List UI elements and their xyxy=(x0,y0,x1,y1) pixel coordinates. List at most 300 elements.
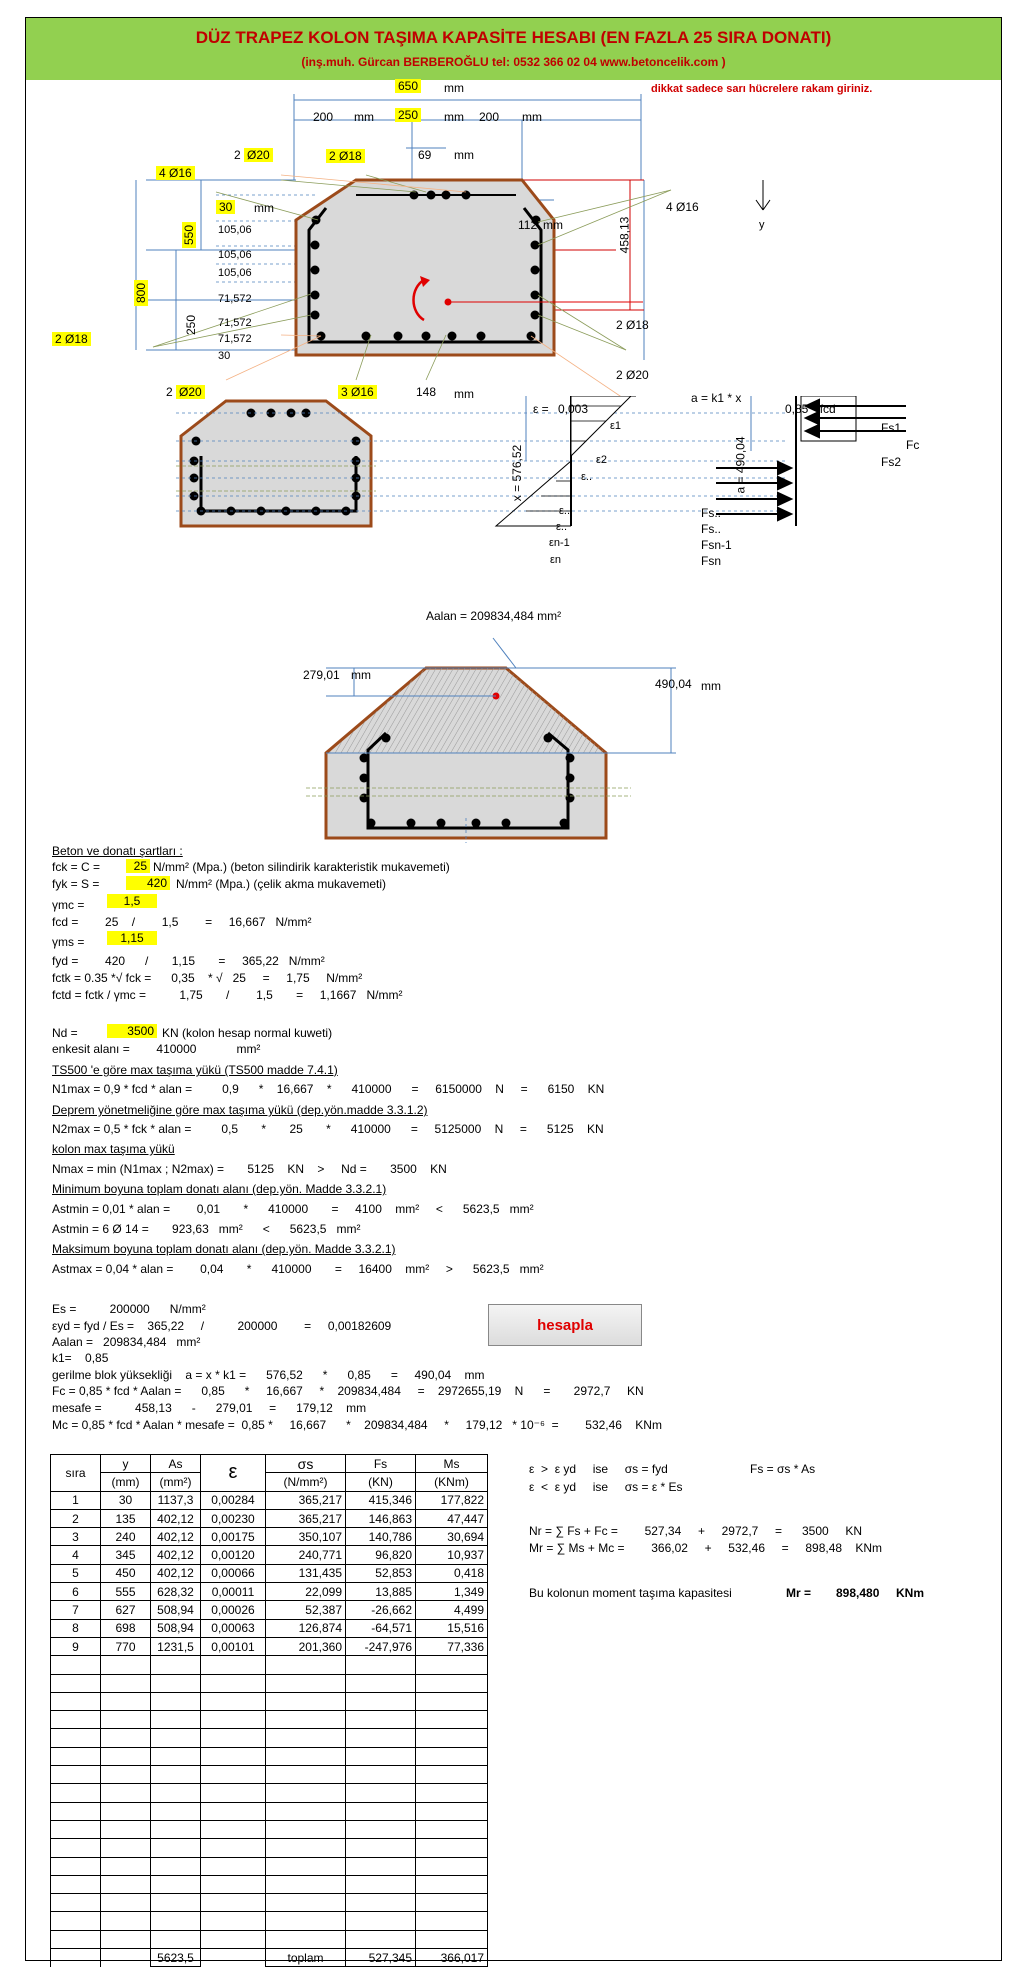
table-cell xyxy=(266,1930,346,1948)
fctk-line: fctk = 0.35 *√ fck = 0,35 * √ 25 = 1,75 N/mm² xyxy=(52,971,363,985)
bar-4o16-right-label: 4 Ø16 xyxy=(666,200,699,214)
x-label: x = xyxy=(510,484,525,502)
table-cell xyxy=(346,1857,416,1875)
nd-cell[interactable]: 3500 xyxy=(107,1024,157,1038)
table-cell: 415,346 xyxy=(346,1491,416,1509)
table-cell xyxy=(266,1839,346,1857)
mr-unit: KNm xyxy=(896,1586,925,1600)
gms-cell[interactable]: 1,15 xyxy=(107,931,157,945)
table-cell: 450 xyxy=(101,1564,151,1582)
table-total-row xyxy=(51,1949,488,1967)
table-cell xyxy=(101,1692,151,1710)
table-cell: 240 xyxy=(101,1528,151,1546)
table-cell: 15,516 xyxy=(416,1619,488,1637)
table-cell: 508,94 xyxy=(151,1601,201,1619)
table-cell xyxy=(266,1747,346,1765)
table-cell xyxy=(151,1839,201,1857)
table-row xyxy=(51,1711,488,1729)
table-cell xyxy=(151,1674,201,1692)
table-cell: 1,349 xyxy=(416,1583,488,1601)
compression-area-figure xyxy=(26,618,1001,848)
table-cell xyxy=(51,1857,101,1875)
table-cell xyxy=(346,1729,416,1747)
table-cell xyxy=(346,1912,416,1930)
bar-2o18-top-cell[interactable]: 2 Ø18 xyxy=(326,149,365,163)
table-cell: 6 xyxy=(51,1583,101,1601)
force-label: Fs2 xyxy=(881,455,902,469)
table-cell xyxy=(51,1729,101,1747)
table-cell xyxy=(201,1894,266,1912)
table-cell: 7 xyxy=(51,1601,101,1619)
table-cell xyxy=(51,1912,101,1930)
table-cell xyxy=(151,1784,201,1802)
fctd-line: fctd = fctk / γmc = 1,75 / 1,5 = 1,1667 N/mm² xyxy=(52,988,403,1002)
h-800-cell[interactable]: 800 xyxy=(134,280,148,306)
table-cell xyxy=(151,1894,201,1912)
table-cell xyxy=(266,1784,346,1802)
table-cell xyxy=(201,1656,266,1674)
spacing-label: 71,572 xyxy=(218,333,252,345)
table-cell: 140,786 xyxy=(346,1528,416,1546)
table-cell xyxy=(266,1875,346,1893)
table-cell: 22,099 xyxy=(266,1583,346,1601)
bar-cell[interactable]: Ø20 xyxy=(176,385,205,399)
dim-112-label: 112 xyxy=(518,218,538,232)
table-cell xyxy=(266,1802,346,1820)
d-left-label: 279,01 xyxy=(303,668,340,682)
fck-label: fck = C = xyxy=(52,860,101,874)
table-cell: 10,937 xyxy=(416,1546,488,1564)
eps-row: ε.. xyxy=(556,521,568,533)
gms-label: γms = xyxy=(52,935,85,949)
unit-cell: (mm²) xyxy=(151,1473,201,1491)
table-cell xyxy=(346,1711,416,1729)
y-axis-label: y xyxy=(759,219,765,231)
table-cell: 402,12 xyxy=(151,1528,201,1546)
table-cell xyxy=(416,1711,488,1729)
spacing-label: 71,572 xyxy=(218,293,252,305)
total-cell: toplam xyxy=(266,1949,346,1967)
col-sigma: σs xyxy=(266,1455,346,1473)
table-row xyxy=(51,1509,488,1527)
rule1b: Fs = σs * As xyxy=(750,1462,816,1476)
bar-3o16-bot-cell[interactable]: 3 Ø16 xyxy=(338,385,377,399)
table-cell xyxy=(266,1894,346,1912)
table-cell: 365,217 xyxy=(266,1491,346,1509)
bar-cell[interactable]: Ø20 xyxy=(244,148,273,162)
table-cell xyxy=(416,1820,488,1838)
table-cell xyxy=(266,1674,346,1692)
force-label: Fs.. xyxy=(701,522,721,536)
table-cell xyxy=(416,1656,488,1674)
table-row xyxy=(51,1747,488,1765)
table-cell xyxy=(101,1674,151,1692)
table-cell xyxy=(151,1729,201,1747)
table-cell xyxy=(101,1766,151,1784)
table-cell xyxy=(201,1857,266,1875)
spreadsheet-page xyxy=(25,17,1002,1965)
fyk-cell[interactable]: 420 xyxy=(126,876,170,890)
table-cell: 2 xyxy=(51,1509,101,1527)
table-row xyxy=(51,1564,488,1582)
table-cell xyxy=(101,1839,151,1857)
spacing-label: 71,572 xyxy=(218,317,252,329)
table-row xyxy=(51,1857,488,1875)
table-cell: 0,00284 xyxy=(201,1491,266,1509)
table-cell: -64,571 xyxy=(346,1619,416,1637)
table-row xyxy=(51,1802,488,1820)
bar-label: 2 xyxy=(166,385,173,399)
table-cell xyxy=(201,1839,266,1857)
table-unit-row xyxy=(51,1473,488,1491)
table-cell xyxy=(201,1674,266,1692)
ts500-title: TS500 'e göre max taşıma yükü (TS500 madde 7.4.1) xyxy=(52,1063,338,1077)
min-title: Minimum boyuna toplam donatı alanı (dep.yön. Madde 3.3.2.1) xyxy=(52,1182,387,1196)
table-cell xyxy=(416,1784,488,1802)
table-cell xyxy=(416,1692,488,1710)
table-cell: 770 xyxy=(101,1637,151,1655)
unit-cell: (KNm) xyxy=(416,1473,488,1491)
unit-cell: (KN) xyxy=(346,1473,416,1491)
mesafe-line: mesafe = 458,13 - 279,01 = 179,12 mm xyxy=(52,1401,367,1415)
table-cell xyxy=(51,1766,101,1784)
top-width-cell[interactable]: 650 xyxy=(395,79,421,93)
table-cell: 135 xyxy=(101,1509,151,1527)
force-label: Fs1 xyxy=(881,421,902,435)
table-cell xyxy=(346,1692,416,1710)
table-cell xyxy=(101,1784,151,1802)
table-cell: 0,00026 xyxy=(201,1601,266,1619)
total-cell xyxy=(51,1949,101,1967)
table-cell xyxy=(51,1839,101,1857)
table-cell xyxy=(101,1912,151,1930)
unit-cell: (N/mm²) xyxy=(266,1473,346,1491)
aalan-label: Aalan = xyxy=(426,609,468,623)
col-ms: Ms xyxy=(416,1455,488,1473)
astmax-line: Astmax = 0,04 * alan = 0,04 * 410000 = 16400 mm² > 5623,5 mm² xyxy=(52,1262,544,1276)
table-cell xyxy=(201,1875,266,1893)
table-cell: 0,00063 xyxy=(201,1619,266,1637)
table-cell xyxy=(201,1766,266,1784)
area-line: enkesit alanı = 410000 mm² xyxy=(52,1042,261,1056)
table-cell: 47,447 xyxy=(416,1509,488,1527)
table-cell xyxy=(266,1766,346,1784)
table-cell xyxy=(101,1875,151,1893)
nmax-line: Nmax = min (N1max ; N2max) = 5125 KN > Nd = 3500 KN xyxy=(52,1162,447,1176)
table-cell xyxy=(266,1820,346,1838)
table-cell xyxy=(266,1729,346,1747)
fyk-label: fyk = S = xyxy=(52,877,100,891)
col-y: y xyxy=(101,1455,151,1473)
bar-2o18-left-cell[interactable]: 2 Ø18 xyxy=(52,332,91,346)
table-cell xyxy=(346,1930,416,1948)
table-cell xyxy=(201,1930,266,1948)
table-cell xyxy=(266,1656,346,1674)
table-cell: 8 xyxy=(51,1619,101,1637)
force-label: Fc xyxy=(906,438,920,452)
table-cell xyxy=(416,1802,488,1820)
table-cell: 9 xyxy=(51,1637,101,1655)
table-cell: 77,336 xyxy=(416,1637,488,1655)
unit-label: mm xyxy=(351,668,371,682)
table-cell xyxy=(346,1674,416,1692)
dim-69-label: 69 xyxy=(418,148,432,162)
fc-line: Fc = 0,85 * fcd * Aalan = 0,85 * 16,667 * 209834,484 = 2972655,19 N = 2972,7 KN xyxy=(52,1384,644,1398)
table-cell: 365,217 xyxy=(266,1509,346,1527)
table-cell: 0,00101 xyxy=(201,1637,266,1655)
table-cell xyxy=(51,1894,101,1912)
table-cell xyxy=(151,1692,201,1710)
eps-row: εn xyxy=(550,554,562,566)
force-label: Fs.. xyxy=(701,506,721,520)
table-cell xyxy=(416,1857,488,1875)
n1-line: N1max = 0,9 * fcd * alan = 0,9 * 16,667 * 410000 = 6150000 N = 6150 KN xyxy=(52,1082,605,1096)
dim-45813-label: 458,13 xyxy=(617,216,632,254)
table-cell xyxy=(266,1711,346,1729)
rule2: ε < ε yd ise σs = ε * Es xyxy=(529,1480,683,1494)
a-line: gerilme blok yüksekliği a = x * k1 = 576,52 * 0,85 = 490,04 mm xyxy=(52,1368,485,1382)
table-cell xyxy=(346,1802,416,1820)
max-title: Maksimum boyuna toplam donatı alanı (dep.yön. Madde 3.3.2.1) xyxy=(52,1242,396,1256)
table-row xyxy=(51,1674,488,1692)
table-cell xyxy=(346,1839,416,1857)
cover-bot-label: 30 xyxy=(218,350,231,362)
table-cell: -247,976 xyxy=(346,1637,416,1655)
a-formula: a = k1 * x xyxy=(691,391,742,405)
table-cell xyxy=(151,1766,201,1784)
astmin1-line: Astmin = 0,01 * alan = 0,01 * 410000 = 4100 mm² < 5623,5 mm² xyxy=(52,1202,534,1216)
table-cell xyxy=(416,1894,488,1912)
unit-label: mm xyxy=(522,110,542,124)
table-cell xyxy=(201,1729,266,1747)
table-cell: 240,771 xyxy=(266,1546,346,1564)
table-cell: 5 xyxy=(51,1564,101,1582)
table-cell: 201,360 xyxy=(266,1637,346,1655)
spacing-label: 105,06 xyxy=(218,249,252,261)
table-cell xyxy=(151,1802,201,1820)
eps-value: 0,003 xyxy=(558,402,589,416)
eps-row: ε.. xyxy=(581,471,593,483)
unit-label: mm xyxy=(454,148,474,162)
bar-2o18-right-label: 2 Ø18 xyxy=(616,318,649,332)
table-cell xyxy=(266,1692,346,1710)
table-row xyxy=(51,1820,488,1838)
gmc-label: γmc = xyxy=(52,898,85,912)
gmc-cell[interactable]: 1,5 xyxy=(107,894,157,908)
h-250-label: 250 xyxy=(184,314,199,336)
table-row xyxy=(51,1619,488,1637)
table-row xyxy=(51,1912,488,1930)
eps-row: ε.. xyxy=(559,505,571,517)
spacing-label: 105,06 xyxy=(218,224,252,236)
total-cell xyxy=(201,1949,266,1967)
table-row xyxy=(51,1637,488,1655)
table-cell: 1231,5 xyxy=(151,1637,201,1655)
h-550-cell[interactable]: 550 xyxy=(182,222,196,248)
table-cell xyxy=(416,1747,488,1765)
a-value: 490,04 xyxy=(733,436,748,474)
table-cell xyxy=(346,1894,416,1912)
fyd-line: fyd = 420 / 1,15 = 365,22 N/mm² xyxy=(52,954,325,968)
table-cell: 402,12 xyxy=(151,1546,201,1564)
table-cell xyxy=(51,1784,101,1802)
aalan-line: Aalan = 209834,484 mm² xyxy=(52,1335,201,1349)
table-row xyxy=(51,1839,488,1857)
table-cell xyxy=(151,1912,201,1930)
table-row xyxy=(51,1729,488,1747)
table-cell xyxy=(101,1820,151,1838)
table-cell xyxy=(51,1802,101,1820)
table-row xyxy=(51,1583,488,1601)
table-cell xyxy=(416,1766,488,1784)
hesapla-button[interactable]: hesapla xyxy=(488,1304,642,1346)
k1-line: k1= 0,85 xyxy=(52,1351,109,1365)
es-line: Es = 200000 N/mm² xyxy=(52,1302,206,1316)
table-header-row xyxy=(51,1455,488,1473)
section-geometry-figure xyxy=(26,80,1001,410)
table-cell xyxy=(346,1875,416,1893)
table-cell xyxy=(51,1875,101,1893)
table-cell xyxy=(416,1729,488,1747)
table-cell: 52,387 xyxy=(266,1601,346,1619)
aalan-value: 209834,484 xyxy=(470,609,534,623)
bar-2o20-right-label: 2 Ø20 xyxy=(616,368,649,382)
kolon-title: kolon max taşıma yükü xyxy=(52,1142,175,1156)
table-cell xyxy=(346,1784,416,1802)
table-cell: 628,32 xyxy=(151,1583,201,1601)
table-cell xyxy=(201,1692,266,1710)
w-left-label: 200 xyxy=(313,110,334,124)
table-cell xyxy=(51,1692,101,1710)
page-title: DÜZ TRAPEZ KOLON TAŞIMA KAPASİTE HESABI (EN FAZLA 25 SIRA DONATI) xyxy=(195,28,832,47)
eps-row: ε1 xyxy=(610,420,622,432)
mr-value: 898,480 xyxy=(836,1586,880,1600)
cover-top-cell[interactable]: 30 xyxy=(216,200,235,214)
table-cell: 508,94 xyxy=(151,1619,201,1637)
page-subtitle: (inş.muh. Gürcan BERBEROĞLU tel: 0532 366 02 04 www.betoncelik.com ) xyxy=(301,55,726,69)
table-cell: 4 xyxy=(51,1546,101,1564)
table-cell: 1 xyxy=(51,1491,101,1509)
nr-line: Nr = ∑ Fs + Fc = 527,34 + 2972,7 = 3500 KN xyxy=(529,1524,863,1538)
table-cell xyxy=(151,1747,201,1765)
col-as: As xyxy=(151,1455,201,1473)
table-cell: 0,418 xyxy=(416,1564,488,1582)
table-cell: 1137,3 xyxy=(151,1491,201,1509)
table-cell xyxy=(416,1930,488,1948)
params-title: Beton ve donatı şartları : xyxy=(52,844,183,858)
table-cell: 555 xyxy=(101,1583,151,1601)
unit-label: mm xyxy=(543,218,563,232)
table-cell xyxy=(51,1930,101,1948)
table-cell xyxy=(201,1820,266,1838)
unit-label: mm xyxy=(701,679,721,693)
table-cell xyxy=(101,1747,151,1765)
table-cell xyxy=(151,1711,201,1729)
table-cell xyxy=(101,1930,151,1948)
force-label: Fsn xyxy=(701,554,722,568)
dep-title: Deprem yönetmeliğine göre max taşıma yükü (dep.yön.madde 3.3.1.2) xyxy=(52,1103,428,1117)
total-cell: 5623,5 xyxy=(151,1949,201,1967)
col-fs: Fs xyxy=(346,1455,416,1473)
table-cell xyxy=(101,1711,151,1729)
col-eps: ε xyxy=(201,1455,266,1492)
mr-label: Mr = xyxy=(786,1586,812,1600)
fcd-label: 0,85 * fcd xyxy=(785,402,836,416)
astmin2-line: Astmin = 6 Ø 14 = 923,63 mm² < 5623,5 mm² xyxy=(52,1222,361,1236)
rule1: ε > ε yd ise σs = fyd xyxy=(529,1462,668,1476)
fck-cell[interactable]: 25 xyxy=(126,859,150,873)
table-cell xyxy=(416,1839,488,1857)
table-cell: -26,662 xyxy=(346,1601,416,1619)
table-row xyxy=(51,1546,488,1564)
eps-row: εn-1 xyxy=(549,537,570,549)
w-mid-cell[interactable]: 250 xyxy=(395,108,421,122)
force-label: Fsn-1 xyxy=(701,538,732,552)
mc-line: Mc = 0,85 * fcd * Aalan * mesafe = 0,85 * 16,667 * 209834,484 * 179,12 * 10⁻⁶ = 532,46 KNm xyxy=(52,1418,662,1432)
eps-row: ε2 xyxy=(596,454,608,466)
table-cell xyxy=(51,1747,101,1765)
table-cell xyxy=(346,1820,416,1838)
table-cell: 350,107 xyxy=(266,1528,346,1546)
table-row xyxy=(51,1930,488,1948)
table-cell xyxy=(51,1820,101,1838)
unit-label: mm xyxy=(444,110,464,124)
table-cell xyxy=(51,1656,101,1674)
table-cell xyxy=(266,1857,346,1875)
nd-note: KN (kolon hesap normal kuweti) xyxy=(162,1026,333,1040)
table-cell xyxy=(51,1711,101,1729)
table-cell xyxy=(151,1930,201,1948)
table-row xyxy=(51,1875,488,1893)
table-cell: 4,499 xyxy=(416,1601,488,1619)
table-cell: 30,694 xyxy=(416,1528,488,1546)
table-cell xyxy=(346,1747,416,1765)
unit-cell: (mm) xyxy=(101,1473,151,1491)
table-cell: 0,00175 xyxy=(201,1528,266,1546)
unit-label: mm xyxy=(454,387,474,401)
table-row xyxy=(51,1894,488,1912)
bar-4o16-left-cell[interactable]: 4 Ø16 xyxy=(156,166,195,180)
mr-line: Mr = ∑ Ms + Mc = 366,02 + 532,46 = 898,48 KNm xyxy=(529,1541,883,1555)
table-cell: 402,12 xyxy=(151,1509,201,1527)
table-cell: 0,00066 xyxy=(201,1564,266,1582)
table-cell: 126,874 xyxy=(266,1619,346,1637)
table-cell xyxy=(416,1674,488,1692)
table-cell xyxy=(101,1656,151,1674)
fck-note: N/mm² (Mpa.) (beton silindirik karakteristik mukavemeti) xyxy=(153,860,450,874)
table-cell xyxy=(151,1820,201,1838)
table-cell: 177,822 xyxy=(416,1491,488,1509)
table-cell xyxy=(101,1894,151,1912)
aalan-unit: mm² xyxy=(537,609,562,623)
nd-label: Nd = xyxy=(52,1026,78,1040)
table-cell: 345 xyxy=(101,1546,151,1564)
unit-label: mm xyxy=(354,110,374,124)
table-cell: 627 xyxy=(101,1601,151,1619)
table-cell: 402,12 xyxy=(151,1564,201,1582)
table-cell: 131,435 xyxy=(266,1564,346,1582)
table-cell xyxy=(101,1857,151,1875)
table-cell xyxy=(416,1875,488,1893)
table-cell: 0,00120 xyxy=(201,1546,266,1564)
fyk-note: N/mm² (Mpa.) (çelik akma mukavemeti) xyxy=(176,877,387,891)
total-cell: 366,017 xyxy=(416,1949,488,1967)
fcd-line: fcd = 25 / 1,5 = 16,667 N/mm² xyxy=(52,915,312,929)
table-cell: 13,885 xyxy=(346,1583,416,1601)
capacity-label: Bu kolonun moment taşıma kapasitesi xyxy=(529,1586,732,1600)
total-cell xyxy=(101,1949,151,1967)
table-row xyxy=(51,1491,488,1509)
